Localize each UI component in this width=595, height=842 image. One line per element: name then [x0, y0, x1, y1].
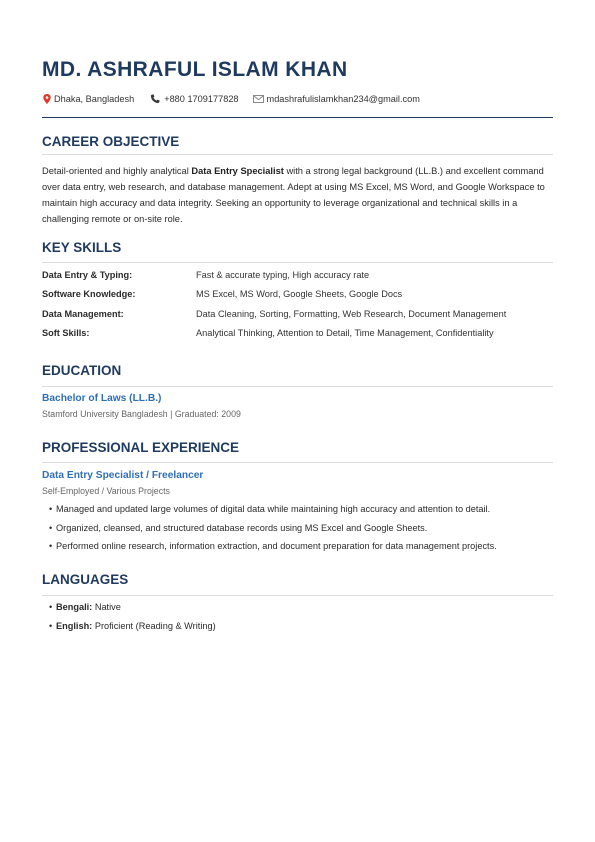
- objective-text-end: with a strong legal background (LL.B.) and excellent command over data entry, web research, and database management. Adept at using MS Excel, MS Word, and Google Workspace to maintain high accuracy and data integrity. Seeking an opportunity to leverage organizational and technical skills in a challenging remote or on-site role.: [42, 166, 545, 224]
- education-divider: [42, 386, 553, 387]
- email-text[interactable]: mdashrafulislamkhan234@gmail.com: [266, 94, 420, 104]
- candidate-name: MD. ASHRAFUL ISLAM KHAN: [42, 58, 348, 81]
- skill-value: Data Cleaning, Sorting, Formatting, Web Research, Document Management: [196, 309, 507, 319]
- experience-bullet: [49, 523, 427, 533]
- objective-text: [42, 163, 556, 227]
- pin-icon: [43, 94, 51, 104]
- objective-divider: [42, 154, 553, 155]
- languages-divider: [42, 595, 553, 596]
- skill-label: Soft Skills:: [42, 328, 90, 338]
- envelope-icon: [253, 95, 264, 103]
- skill-value: Fast & accurate typing, High accuracy rate: [196, 270, 370, 280]
- skill-label: Data Entry & Typing:: [42, 270, 133, 280]
- bullet-dot: •: [49, 602, 53, 612]
- location-text: Dhaka, Bangladesh: [54, 94, 135, 104]
- experience-heading: PROFESSIONAL EXPERIENCE: [42, 440, 240, 455]
- contact-location: [43, 94, 134, 104]
- skills-divider: [42, 262, 553, 263]
- bullet-dot: •: [49, 523, 53, 533]
- language-item: [49, 602, 121, 612]
- experience-divider: [42, 462, 553, 463]
- objective-text-start: Detail-oriented and highly analytical: [42, 166, 192, 176]
- contact-phone: [150, 94, 238, 104]
- job-title: Data Entry Specialist / Freelancer: [42, 470, 204, 481]
- experience-bullet: [49, 504, 490, 514]
- degree-title: Bachelor of Laws (LL.B.): [42, 393, 162, 404]
- skills-heading: KEY SKILLS: [42, 240, 122, 255]
- bullet-text: Managed and updated large volumes of digital data while maintaining high accuracy and attention to detail.: [56, 504, 491, 514]
- language-item: [49, 621, 216, 631]
- bullet-dot: •: [49, 541, 53, 551]
- experience-bullet: [49, 541, 497, 551]
- languages-heading: LANGUAGES: [42, 572, 129, 587]
- degree-meta: Stamford University Bangladesh | Graduated: 2009: [42, 409, 241, 419]
- language-name: Bengali:: [56, 602, 93, 612]
- language-level: Native: [94, 602, 121, 612]
- bullet-text: Organized, cleansed, and structured database records using MS Excel and Google Sheets.: [56, 523, 428, 533]
- bullet-text: Performed online research, information extraction, and document preparation for data management projects.: [56, 541, 497, 551]
- skill-label: Software Knowledge:: [42, 289, 136, 299]
- objective-heading: CAREER OBJECTIVE: [42, 134, 180, 149]
- skill-label: Data Management:: [42, 309, 124, 319]
- language-level: Proficient (Reading & Writing): [94, 621, 216, 631]
- bullet-dot: •: [49, 504, 53, 514]
- phone-icon: [150, 94, 161, 104]
- objective-highlight: Data Entry Specialist: [191, 166, 284, 176]
- skill-value: Analytical Thinking, Attention to Detail, Time Management, Confidentiality: [196, 328, 494, 338]
- contact-bar: [43, 94, 434, 104]
- language-name: English:: [56, 621, 93, 631]
- job-meta: Self-Employed / Various Projects: [42, 486, 170, 496]
- header-divider: [42, 117, 553, 118]
- education-heading: EDUCATION: [42, 363, 122, 378]
- contact-email: [253, 94, 420, 104]
- skill-value: MS Excel, MS Word, Google Sheets, Google Docs: [196, 289, 403, 299]
- phone-text[interactable]: +880 1709177828: [164, 94, 239, 104]
- bullet-dot: •: [49, 621, 53, 631]
